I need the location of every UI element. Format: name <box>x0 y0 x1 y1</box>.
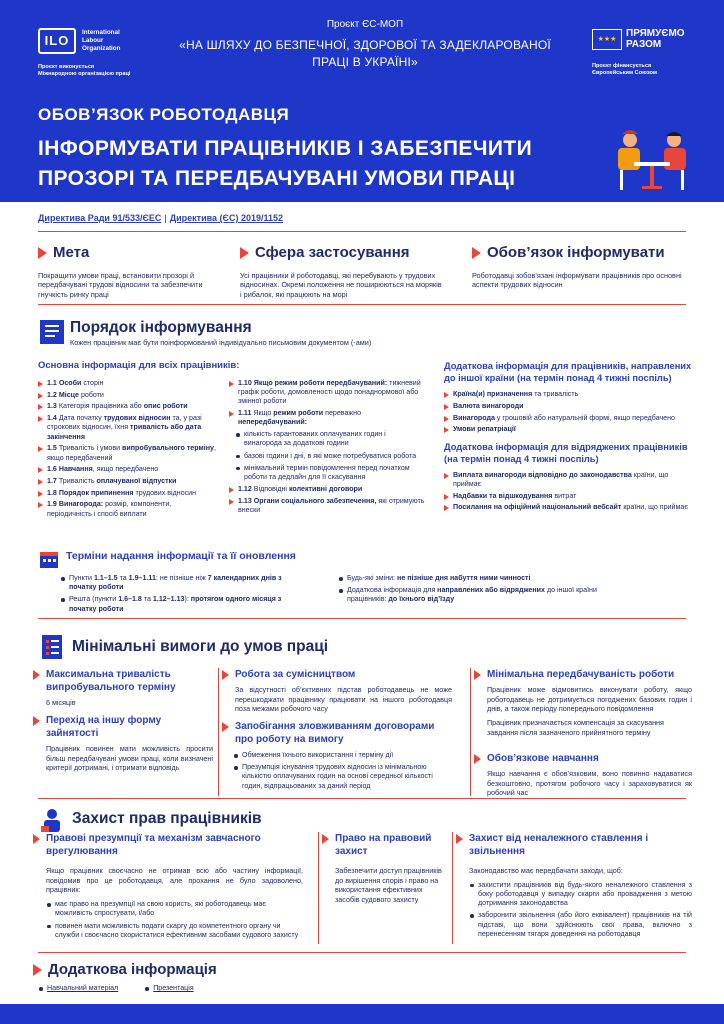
terms-title: Терміни надання інформації та її оновлення <box>66 550 296 562</box>
minimal-title: Мінімальні вимоги до умов праці <box>72 638 329 655</box>
ilo-emblem-icon: ILO <box>38 28 76 54</box>
list-item: 1.11 Якщо режим роботи переважно непередбачуваний: <box>229 409 425 427</box>
scope-text: Усі працівники й роботодавці, які перебувають у трудових відносинах. Окремі положення не поширюються на моряків і рибалок, які працюють на морі <box>240 270 442 300</box>
arrow-icon <box>456 834 463 844</box>
project-name: «НА ШЛЯХУ ДО БЕЗПЕЧНОЇ, ЗДОРОВОЇ ТА ЗАДЕКЛАРОВАНОЇ ПРАЦІ В УКРАЇНІ» <box>179 38 551 70</box>
goal-text: Покращити умови праці, встановити прозорі й передбачувані трудові відносини та забезпечити гнучкість ринку праці <box>38 270 203 300</box>
duty-heading: ОБОВ’ЯЗОК РОБОТОДАВЦЯ <box>38 105 290 124</box>
order-note: Кожен працівник має бути поінформований індивідуально письмовим документом (-ами) <box>70 338 372 347</box>
presentation-link[interactable]: Презентація <box>153 984 194 992</box>
basic-info-col1 <box>38 379 218 521</box>
checklist-icon <box>38 633 66 661</box>
header-banner <box>0 0 724 202</box>
arrow-icon <box>33 834 40 844</box>
calendar-icon <box>38 548 60 570</box>
arrow-icon <box>222 670 229 680</box>
eu-brand: ПРЯМУЄМО РАЗОМ <box>626 28 685 50</box>
ilo-note: Проєкт виконується Міжнародною організацією праці <box>38 64 131 78</box>
eu-flag-icon: ★★★ <box>592 29 622 50</box>
divider <box>218 668 219 796</box>
divider <box>38 618 686 619</box>
extra-links <box>38 984 438 996</box>
eu-note: Проєкт фінансується Європейським Союзом <box>592 63 658 77</box>
directive-separator: | <box>164 213 167 223</box>
abuse-block: Запобігання зловживанням договорами про роботу на вимогу Обмеження їхнього використання і терміну дії Презумпція існування трудових відносин із мінімальною кількістю оплачуваних годин на основі середньої кількості годин, відпрацьованих за даний період <box>222 720 452 794</box>
list-item <box>38 984 118 993</box>
abroad-title: Додаткова інформація для працівників, направлених до іншої країни (на термін понад 4 тижні поспіль) <box>444 361 692 384</box>
list-item: кількість гарантованих оплачуваних годин і винагорода за додаткові години <box>235 430 425 448</box>
predict-block: Мінімальна передбачуваність роботи Працівник може відмовитись виконувати роботу, якщо роботодавець не дотримується погоджених базових годин і днів, а також періоду попереднього повідомлення Працівник призначається компенсація за скасування завдання після зазначеного прийнятного терміну <box>474 668 692 738</box>
divider <box>38 798 686 799</box>
list-item: базові години і дні, в які може потребуватися робота <box>235 452 425 461</box>
order-title: Порядок інформування <box>70 319 252 336</box>
arrow-icon <box>33 964 42 976</box>
inform-title: Обов’язок інформувати <box>487 244 665 261</box>
inform-column <box>472 243 687 290</box>
list-item: 1.5 Тривалість і умови випробувального терміну, якщо передбачений <box>38 444 218 462</box>
arrow-icon <box>38 247 47 259</box>
basic-info-col2 <box>229 379 425 518</box>
rights-title: Захист прав працівників <box>72 810 262 827</box>
scope-title: Сфера застосування <box>255 244 410 261</box>
meeting-illustration-icon <box>612 124 692 194</box>
goal-column <box>38 243 223 300</box>
list-item: 1.10 Якщо режим роботи передбачуваний: тижневий графік роботи, домовленості щодо понаднормової або змінної роботи <box>229 379 425 407</box>
list-item: 1.8 Порядок припинення трудових відносин <box>38 489 218 498</box>
worker-icon <box>38 806 66 834</box>
directives <box>38 213 283 225</box>
directive-link-2[interactable]: Директива (ЄС) 2019/1152 <box>169 213 283 223</box>
list-item: Презумпція існування трудових відносин із мінімальною кількістю оплачуваних годин на основі середньої кількості годин, відпрацьованих за даний період <box>233 763 452 791</box>
list-item: 1.9 Винагорода: розмір, компоненти, періодичність і спосіб виплати <box>38 500 218 518</box>
list-item: 1.3 Категорія працівника або опис роботи <box>38 402 218 411</box>
arrow-icon <box>472 247 481 259</box>
list-item: Обмеження їхнього використання і терміну дії <box>233 751 452 760</box>
project-label: Проєкт ЄС-МОП <box>326 19 404 30</box>
arrow-icon <box>33 670 40 680</box>
list-item: Додаткова інформація для направлених або відряджених до іншої країни працівників: до їхнього від’їзду <box>338 586 628 604</box>
list-item: Пункти 1.1–1.5 та 1.9–1.11: не пізніше ніж 7 календарних днів з початку роботи <box>60 574 310 592</box>
page-title: ІНФОРМУВАТИ ПРАЦІВНИКІВ І ЗАБЕЗПЕЧИТИ ПРОЗОРІ ТА ПЕРЕДБАЧУВАНІ УМОВИ ПРАЦІ <box>38 137 533 191</box>
ilo-logo <box>38 28 120 54</box>
dismissal-block: Захист від неналежного ставлення і звільнення Законодавство має передбачати заходи, щоб: захистити працівників від будь-якого неналежного ставлення з боку роботодавця у випадку скарги або провадження з метою дотримання законодавства заборонити звільнення (або його еквівалент) працівників на тій підставі, що вони здійснюють свої права, включно з перенесенням тягаря доведення на роботодавця <box>456 832 692 942</box>
list-item: Будь-які зміни: не пізніше дня набуття ними чинності <box>338 574 628 583</box>
terms-right <box>338 574 628 608</box>
divider <box>38 231 686 232</box>
divider <box>452 832 453 944</box>
basic-info-title: Основна інформація для всіх працівників: <box>38 360 240 371</box>
list-item: захистити працівників від будь-якого неналежного ставлення з боку роботодавця у випадку скарги або провадження з метою дотримання законодавства <box>469 881 692 909</box>
list-item: Посилання на офіційний національний вебсайт країни, що приймає <box>444 503 694 512</box>
list-item: Виплата винагороди відповідно до законодавства країни, що приймає <box>444 471 694 489</box>
probation-block: Максимальна тривалість випробувального терміну 6 місяців <box>33 668 213 708</box>
divider <box>470 668 471 796</box>
presumption-block: Правові презумпції та механізм завчасного врегулювання Якщо працівник своєчасно не отримав всю або частину інформації, повідомив про це роботодавця, але прохання не було задоволено, працівник: має право на презумпції на свою користь, які роботодавець має можливість спростувати, і/або повинен мати можливість подати скаргу до компетентного органу чи служби і своєчасно скористатися ефективним засобами судового захисту <box>33 832 303 943</box>
divider <box>38 304 686 305</box>
arrow-icon <box>474 754 481 764</box>
redress-block: Право на правовий захист Забезпечити доступ працівників до вирішення спорів і право на використання ефективних засобів судового захисту <box>322 832 442 905</box>
arrow-icon <box>322 834 329 844</box>
training-block: Обов’язкове навчання Якщо навчання є обов’язковим, воно повинно надаватися безкоштовно, протягом робочого часу і зараховуватися як робочий час <box>474 752 692 798</box>
list-item: Країна(и) призначення та тривалість <box>444 390 694 399</box>
list-item: 1.13 Органи соціального забезпечення, які отримують внески <box>229 497 425 515</box>
abroad-info <box>444 360 694 515</box>
parallel-block: Робота за сумісництвом За відсутності об’єктивних підстав роботодавець не може перешкоджати працівнику працювати на іншого роботодавця поза межами робочого часу <box>222 668 452 714</box>
ilo-name: International Labour Organization <box>82 29 121 52</box>
list-item: заборонити звільнення (або його еквівалент) працівників на тій підставі, що вони здійснюють свої права, включно з перенесенням тягаря доведення на роботодавця <box>469 911 692 939</box>
inform-text: Роботодавці зобов’язані інформувати працівників про основні аспекти трудових відносин <box>472 270 682 290</box>
arrow-icon <box>240 247 249 259</box>
list-item: 1.4 Дата початку трудових відносин та, у разі строкових відносин, їхня тривалість або дата закінчення <box>38 414 218 442</box>
divider <box>318 832 319 944</box>
list-item: 1.6 Навчання, якщо передбачено <box>38 465 218 474</box>
list-item: Решта (пункти 1.6–1.8 та 1.12–1.13): протягом одного місяця з початку роботи <box>60 595 310 613</box>
arrow-icon <box>474 670 481 680</box>
list-item: Умови репатріації <box>444 425 694 434</box>
eu-logo <box>592 29 685 50</box>
training-material-link[interactable]: Навчальний матеріал <box>47 984 119 992</box>
divider <box>38 952 686 953</box>
list-item: повинен мати можливість подати скаргу до компетентного органу чи служби і своєчасно скористатися ефективним засобами судового захисту <box>46 922 303 940</box>
list-item: мінімальний термін повідомлення перед початком роботи та дедлайн для її скасування <box>235 464 425 482</box>
list-item: має право на презумпції на свою користь, які роботодавець має можливість спростувати, і/або <box>46 900 303 918</box>
extra-heading: Додаткова інформація <box>33 960 217 980</box>
mobility-block: Перехід на іншу форму зайнятості Працівник повинен мати можливість просити більш передбачувані умови праці, коли визначені критерії дотримані, і отримати відповідь <box>33 714 213 773</box>
list-item: 1.2 Місце роботи <box>38 391 218 400</box>
directive-link-1[interactable]: Директива Ради 91/533/ЄЕС <box>38 213 162 223</box>
list-item: 1.7 Тривалість оплачуваної відпустки <box>38 477 218 486</box>
list-item: 1.12 Відповідні колективні договори <box>229 485 425 494</box>
list-item: Надбавки та відшкодування витрат <box>444 492 694 501</box>
terms-left <box>60 574 310 617</box>
scope-column <box>240 243 445 300</box>
arrow-icon <box>222 722 229 732</box>
list-item: Винагорода у грошовій або натуральній формі, якщо передбачено <box>444 414 694 423</box>
posted-title: Додаткова інформація для відряджених працівників (на термін понад 4 тижні поспіль) <box>444 441 688 464</box>
arrow-icon <box>33 716 40 726</box>
footer-bar <box>0 1004 724 1024</box>
goal-title: Мета <box>53 244 90 261</box>
list-item <box>144 984 193 993</box>
document-icon <box>38 318 66 346</box>
list-item: Валюта винагороди <box>444 402 694 411</box>
list-item: 1.1 Особи сторін <box>38 379 218 388</box>
